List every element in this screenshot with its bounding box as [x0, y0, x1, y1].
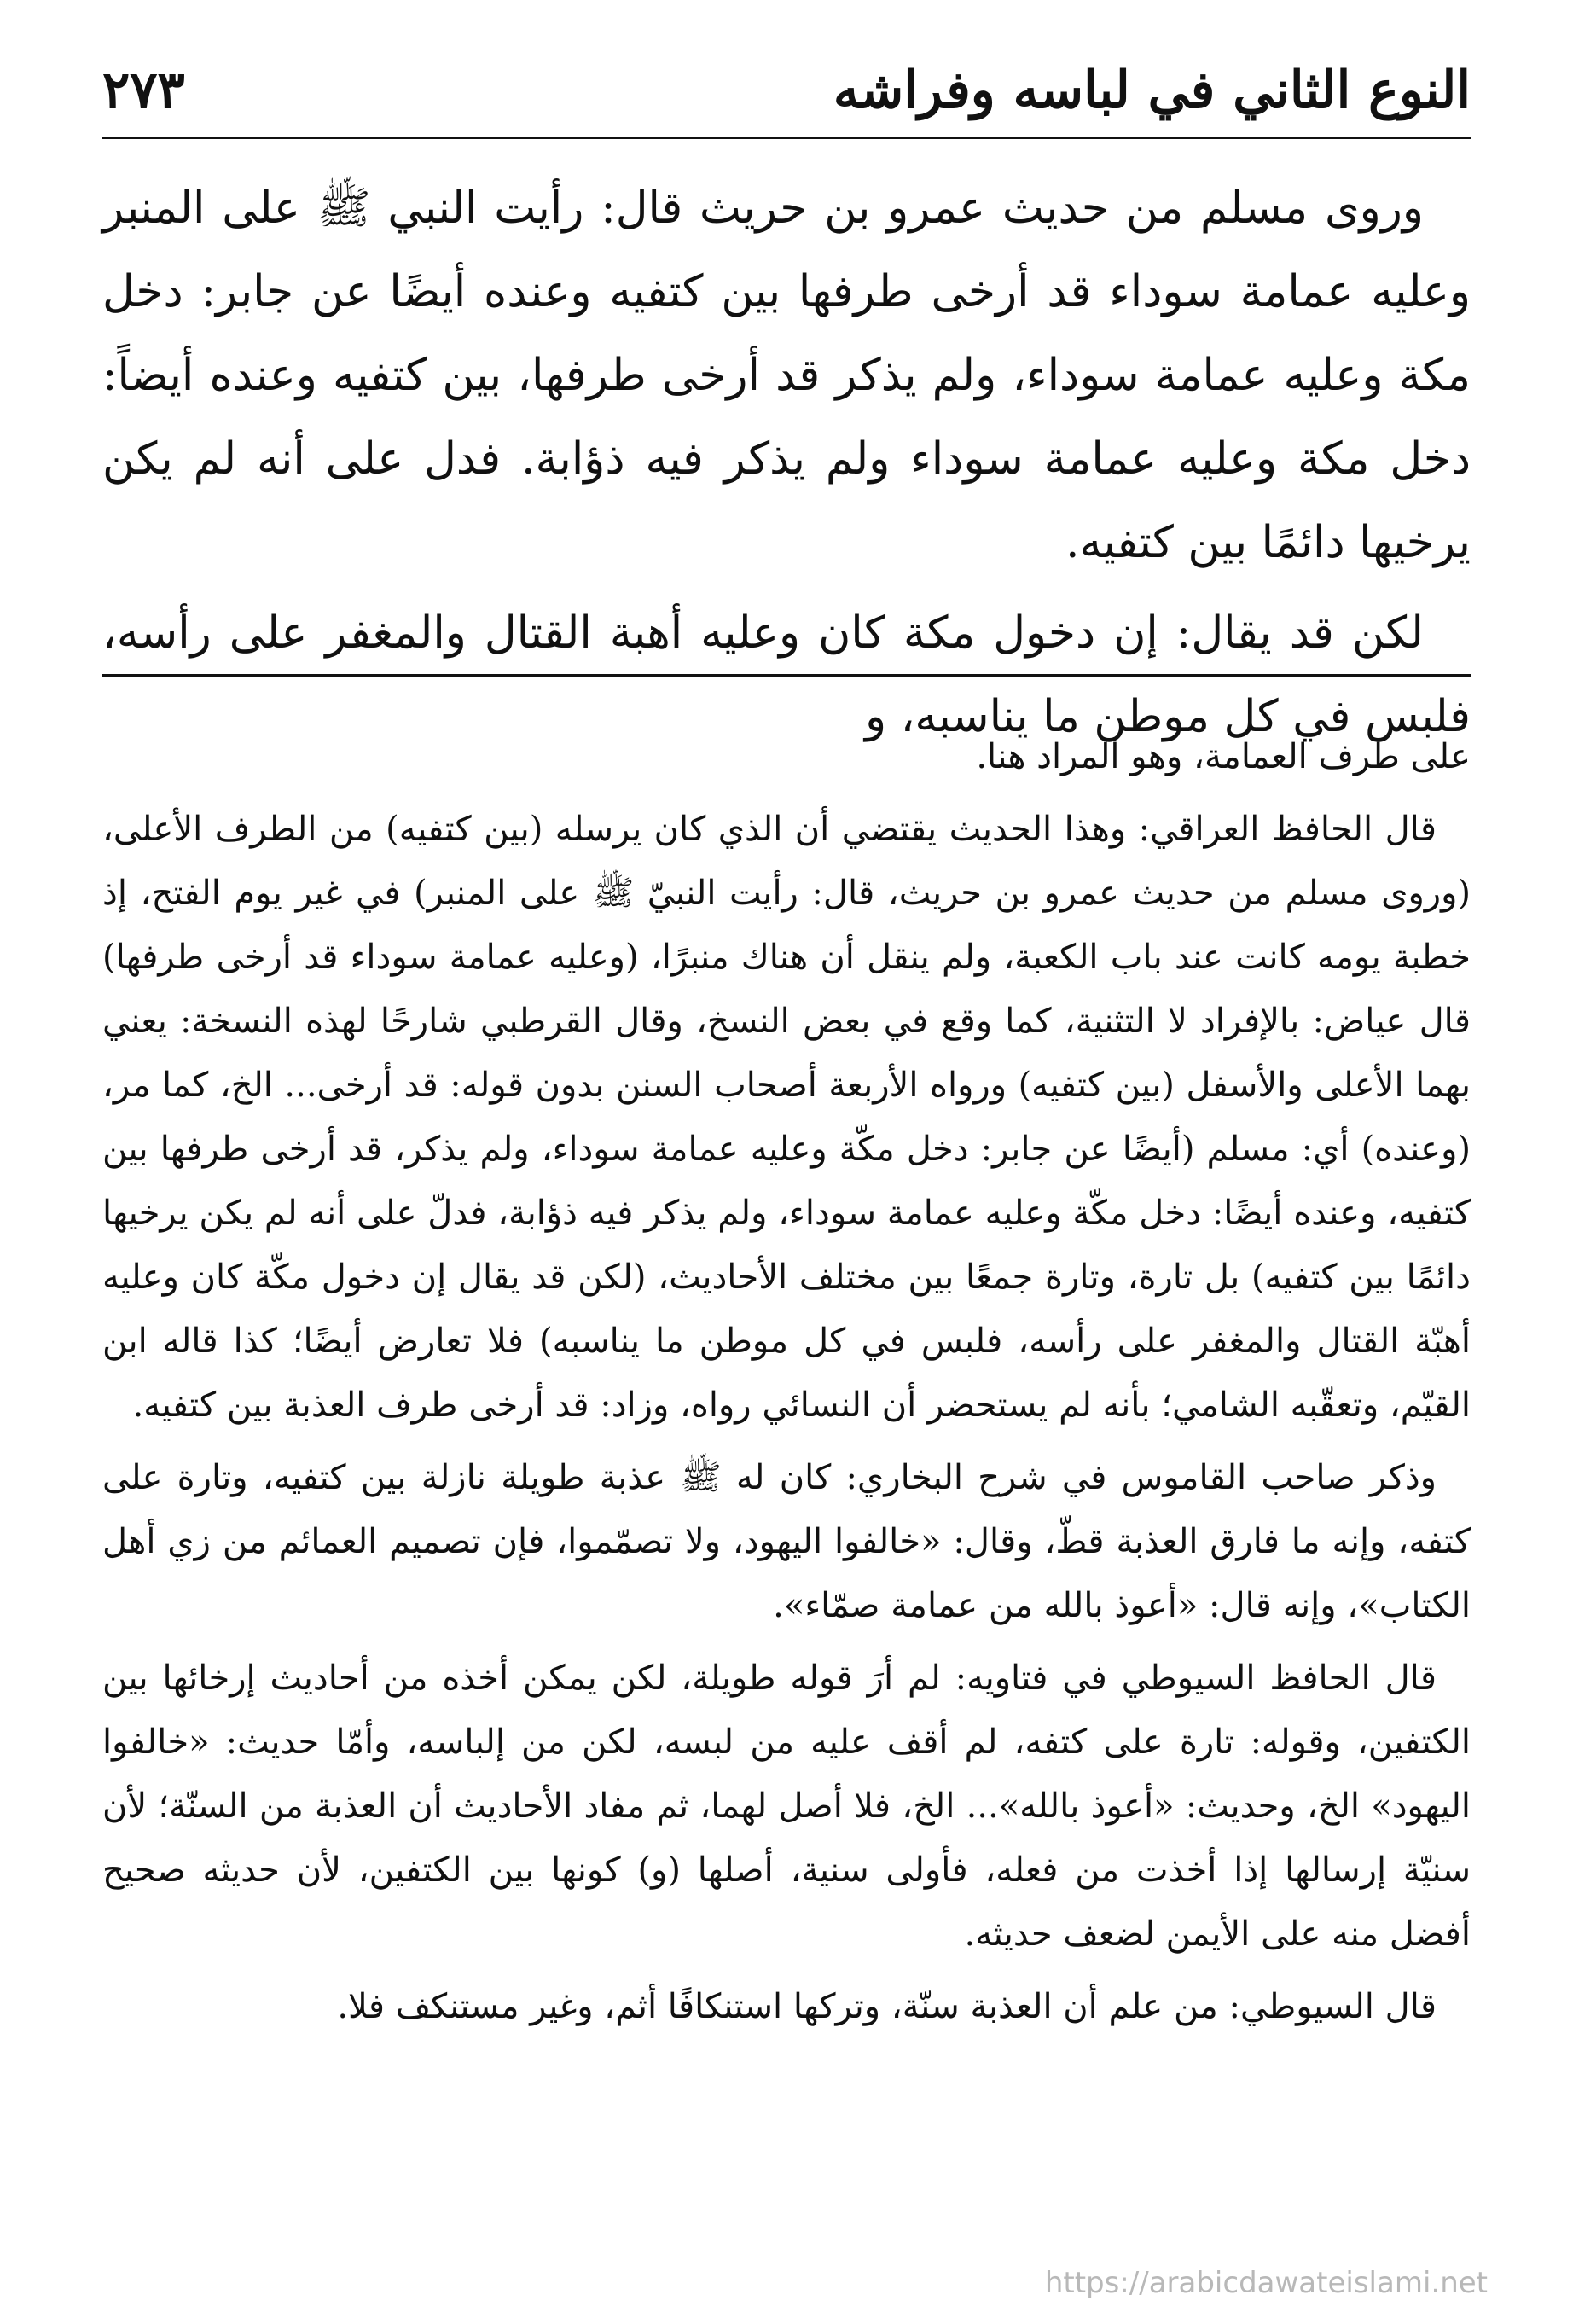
commentary-divider [102, 674, 1471, 677]
main-paragraph: لكن قد يقال: إن دخول مكة كان وعليه أهبة القتال والمغفر على رأسه، فلبس في كل موطن ما يناسبه، و [102, 607, 1471, 742]
commentary-paragraph: وذكر صاحب القاموس في شرح البخاري: كان له ﷺ عذبة طويلة نازلة بين كتفيه، وتارة على كتفه، وإنه ما فارق العذبة قطّ، وقال: «خالفوا اليهود، ولا تصمّموا، فإن تصميم العمائم من زي أهل الكتاب»، وإنه قال: «أعوذ بالله من عمامة صمّاء». [102, 1458, 1471, 1625]
commentary-block [102, 725, 1471, 2039]
commentary-paragraph: قال الحافظ السيوطي في فتاويه: لم أرَ قوله طويلة، لكن يمكن أخذه من أحاديث إرخائها بين الكتفين، وقوله: تارة على كتفه، لم أقف عليه من لبسه، لكن من إلباسه، وأمّا حديث: «خالفوا اليهود» الخ، وحديث: «أعوذ بالله»... الخ، فلا أصل لهما، ثم مفاد الأحاديث أن العذبة من السنّة؛ لأن سنيّة إرسالها إذا أخذت من فعله، فأولى سنية، أصلها (و) كونها بين الكتفين، لأن حديثه صحيح أفضل منه على الأيمن لضعف حديثه. [102, 1659, 1471, 1954]
page-number: ٢٧٣ [102, 61, 185, 120]
main-text-block [102, 166, 1471, 758]
commentary-paragraph: قال السيوطي: من علم أن العذبة سنّة، وتركها استنكافًا أثم، وغير مستنكف فلا. [337, 1987, 1437, 2026]
watermark-url: https://arabicdawateislami.net [1044, 2266, 1488, 2300]
header-divider [102, 137, 1471, 139]
page-header [102, 48, 1471, 133]
commentary-paragraph: قال الحافظ العراقي: وهذا الحديث يقتضي أن الذي كان يرسله (بين كتفيه) من الطرف الأعلى، (وروى مسلم من حديث عمرو بن حريث، قال: رأيت النبيّ ﷺ على المنبر) في غير يوم الفتح، إذ خطبة يومه كانت عند باب الكعبة، ولم ينقل أن هناك منبرًا، (وعليه عمامة سوداء قد أرخى طرفها) قال عياض: بالإفراد لا التثنية، كما وقع في بعض النسخ، وقال القرطبي شارحًا لهذه النسخة: يعني بهما الأعلى والأسفل (بين كتفيه) ورواه الأربعة أصحاب السنن بدون قوله: قد أرخى... الخ، كما مر، (وعنده) أي: مسلم (أيضًا عن جابر: دخل مكّة وعليه عمامة سوداء، ولم يذكر، قد أرخى طرفها بين كتفيه، وعنده أيضًا: دخل مكّة وعليه عمامة سوداء، ولم يذكر فيه ذؤابة، فدلّ على أنه لم يكن يرخيها دائمًا بين كتفيه) بل تارة، وتارة جمعًا بين مختلف الأحاديث، (لكن قد يقال إن دخول مكّة كان وعليه أهبّة القتال والمغفر على رأسه، فلبس في كل موطن ما يناسبه) فلا تعارض أيضًا؛ كذا قاله ابن القيّم، وتعقّبه الشامي؛ بأنه لم يستحضر أن النسائي رواه، وزاد: قد أرخى طرف العذبة بين كتفيه. [102, 810, 1471, 1425]
chapter-title: النوع الثاني في لباسه وفراشه [833, 61, 1471, 120]
main-paragraph: وروى مسلم من حديث عمرو بن حريث قال: رأيت النبي ﷺ على المنبر وعليه عمامة سوداء قد أرخى طرفها بين كتفيه وعنده أيضًا عن جابر: دخل مكة وعليه عمامة سوداء، ولم يذكر قد أرخى طرفها، بين كتفيه وعنده أيضاً: دخل مكة وعليه عمامة سوداء ولم يذكر فيه ذؤابة. فدل على أنه لم يكن يرخيها دائمًا بين كتفيه. [102, 183, 1471, 568]
commentary-paragraph: على طرف العمامة، وهو المراد هنا. [976, 737, 1471, 776]
